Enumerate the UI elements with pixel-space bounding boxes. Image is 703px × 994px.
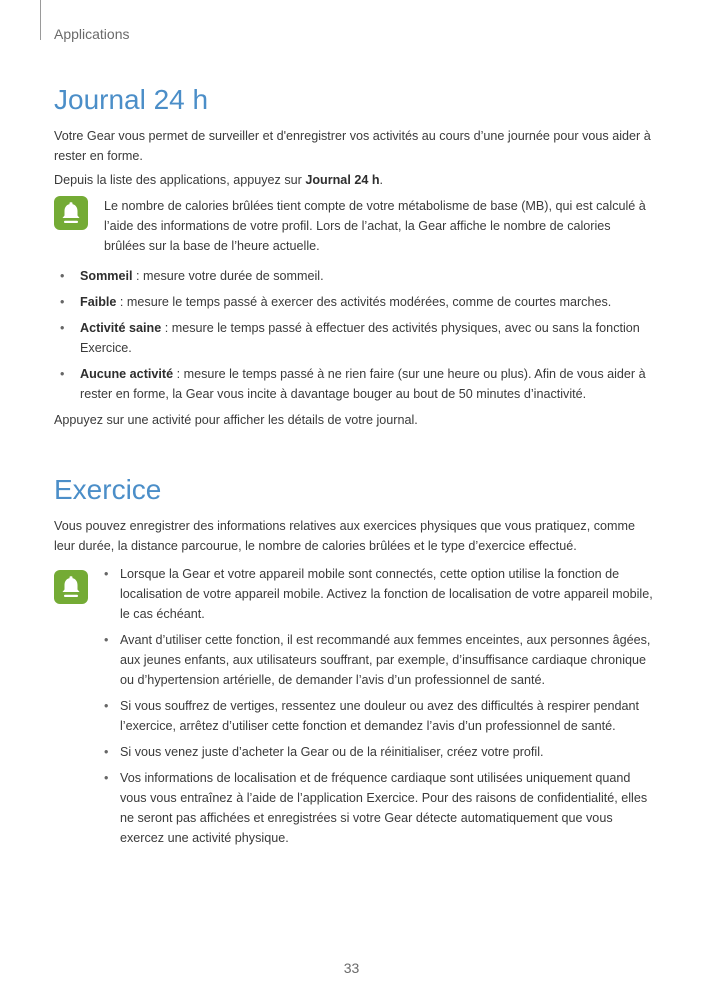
list-item: • Aucune activité : mesure le temps passé à ne rien faire (sur une heure ou plus). Afin de vous aider à rester en forme, la Gear vous incite à davantage bouger au bout de 50 minutes d’inactivité. bbox=[60, 367, 646, 401]
journal-heading: Journal 24 h bbox=[54, 84, 209, 115]
list-item: • Vos informations de localisation et de fréquence cardiaque sont utilisées uniquement quand vous vous entraînez à l’aide de l’application Exercice. Pour des raisons de confidentialité, elles ne seront pas affichées et enregistrées si votre Gear détecte automatiquement que vous exercez une activité physique. bbox=[104, 771, 648, 845]
list-item: • Si vous souffrez de vertiges, ressentez une douleur ou avez des difficultés à respirer pendant l’exercice, arrêtez d’utiliser cette fonction et demandez l’avis d’un professionnel de santé. bbox=[104, 699, 639, 733]
journal-app-name: Journal 24 h bbox=[305, 173, 380, 187]
exercice-note-list bbox=[104, 564, 654, 848]
journal-description: Votre Gear vous permet de surveiller et d'enregistrer vos activités au cours d’une journée pour vous aider à rester en forme. bbox=[54, 129, 651, 163]
journal-instruction: Depuis la liste des applications, appuyez sur Journal 24 h. bbox=[54, 173, 384, 187]
journal-note-text: Le nombre de calories brûlées tient compte de votre métabolisme de base (MB), qui est calculé à l’aide des informations de votre profil. Lors de l’achat, la Gear affiche le nombre de calories brûlées sur la base de l’heure actuelle. bbox=[104, 199, 646, 253]
exercice-heading: Exercice bbox=[54, 474, 162, 505]
bell-icon bbox=[54, 570, 88, 604]
list-item: • Sommeil : mesure votre durée de sommeil. bbox=[60, 269, 324, 283]
list-item: • Avant d’utiliser cette fonction, il est recommandé aux femmes enceintes, aux personnes âgées, aux jeunes enfants, aux utilisateurs souffrant, par exemple, d’insuffisance cardiaque chronique ou d’hypertension artérielle, de demander l’avis d’un professionnel de santé. bbox=[104, 633, 651, 687]
bell-icon bbox=[54, 196, 88, 230]
list-item: • Faible : mesure le temps passé à exercer des activités modérées, comme de courtes marches. bbox=[60, 295, 612, 309]
journal-note bbox=[54, 196, 654, 256]
page-content bbox=[54, 84, 654, 854]
page-number: 33 bbox=[343, 960, 360, 976]
exercice-note bbox=[54, 564, 654, 848]
section-label: Applications bbox=[54, 26, 130, 42]
header-rule bbox=[40, 0, 41, 40]
list-item: • Activité saine : mesure le temps passé à effectuer des activités physiques, avec ou sans la fonction Exercice. bbox=[60, 321, 640, 355]
activity-list bbox=[54, 266, 654, 404]
journal-closing: Appuyez sur une activité pour afficher les détails de votre journal. bbox=[54, 413, 418, 427]
list-item: • Lorsque la Gear et votre appareil mobile sont connectés, cette option utilise la fonction de localisation de votre appareil mobile. Activez la fonction de localisation de votre appareil mobile, le cas échéant. bbox=[104, 567, 653, 621]
list-item: • Si vous venez juste d’acheter la Gear ou de la réinitialiser, créez votre profil. bbox=[104, 745, 544, 759]
exercice-description: Vous pouvez enregistrer des informations relatives aux exercices physiques que vous pratiquez, comme leur durée, la distance parcourue, le nombre de calories brûlées et le type d’exercice effectué. bbox=[54, 519, 636, 553]
